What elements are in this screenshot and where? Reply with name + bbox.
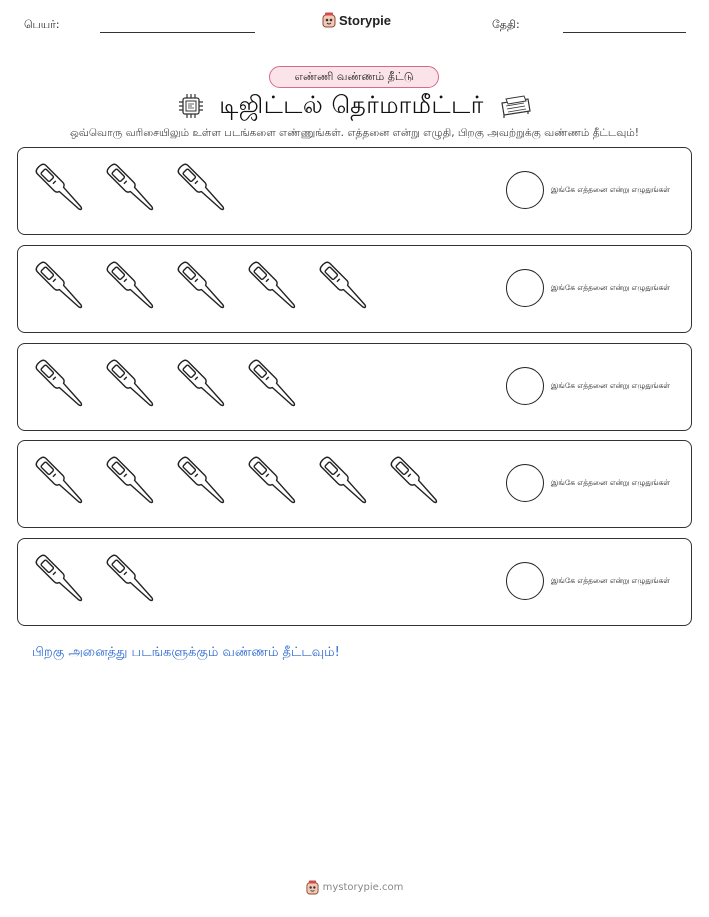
answer-hint: இங்கே எத்தனை என்று எழுதுங்கள்	[551, 478, 671, 487]
thermometer-icon[interactable]	[241, 352, 305, 416]
page-title: டிஜிட்டல் தெர்மாமீட்டர்	[219, 90, 484, 119]
answer-circle[interactable]	[506, 562, 544, 600]
site-url: mystorypie.com	[322, 882, 404, 893]
thermometer-icon[interactable]	[28, 547, 92, 611]
answer-hint: இங்கே எத்தனை என்று எழுதுங்கள்	[551, 283, 671, 292]
brand-name: Storypie	[339, 12, 392, 28]
answer-hint: இங்கே எத்தனை என்று எழுதுங்கள்	[551, 185, 671, 194]
name-line[interactable]	[100, 32, 255, 33]
instructions: ஒவ்வொரு வரிசையிலும் உள்ள படங்களை எண்ணுங்கள். எத்தனை என்று எழுதி, பிறகு அவற்றுக்கு வண்ணம் தீட்டவும்!	[70, 127, 639, 139]
answer-circle[interactable]	[506, 171, 544, 209]
thermometer-icon[interactable]	[28, 156, 92, 220]
counting-row	[17, 147, 692, 235]
thermometer-icon[interactable]	[170, 449, 234, 513]
thermometer-icon[interactable]	[312, 449, 376, 513]
thermometer-icon[interactable]	[28, 254, 92, 318]
name-label: பெயர்:	[24, 18, 60, 31]
thermometer-icon[interactable]	[99, 352, 163, 416]
thermometer-icon[interactable]	[99, 156, 163, 220]
thermometer-icon[interactable]	[99, 254, 163, 318]
answer-hint: இங்கே எத்தனை என்று எழுதுங்கள்	[551, 576, 671, 585]
answer-circle[interactable]	[506, 367, 544, 405]
thermometer-icon[interactable]	[170, 352, 234, 416]
counting-row	[17, 440, 692, 528]
date-line[interactable]	[563, 32, 686, 33]
chip-icon	[177, 92, 205, 120]
answer-circle[interactable]	[506, 464, 544, 502]
site-footer	[0, 880, 709, 895]
counting-row	[17, 343, 692, 431]
storypie-logo-icon	[306, 880, 319, 895]
thermometer-icon[interactable]	[383, 449, 447, 513]
title-row	[0, 88, 709, 124]
activity-badge: எண்ணி வண்ணம் தீட்டு	[269, 66, 439, 88]
thermometer-icon[interactable]	[241, 254, 305, 318]
thermometer-icon[interactable]	[28, 352, 92, 416]
thermometer-icon[interactable]	[170, 156, 234, 220]
printer-icon	[498, 93, 532, 119]
answer-circle[interactable]	[506, 269, 544, 307]
closing-instruction: பிறகு அனைத்து படங்களுக்கும் வண்ணம் தீட்டவும்!	[32, 645, 340, 660]
thermometer-icon[interactable]	[28, 449, 92, 513]
thermometer-icon[interactable]	[170, 254, 234, 318]
counting-row	[17, 245, 692, 333]
thermometer-icon[interactable]	[312, 254, 376, 318]
date-label: தேதி:	[492, 18, 520, 31]
counting-row	[17, 538, 692, 626]
answer-hint: இங்கே எத்தனை என்று எழுதுங்கள்	[551, 381, 671, 390]
storypie-logo-icon	[322, 12, 336, 28]
thermometer-icon[interactable]	[241, 449, 305, 513]
brand	[322, 12, 391, 28]
thermometer-icon[interactable]	[99, 547, 163, 611]
thermometer-icon[interactable]	[99, 449, 163, 513]
